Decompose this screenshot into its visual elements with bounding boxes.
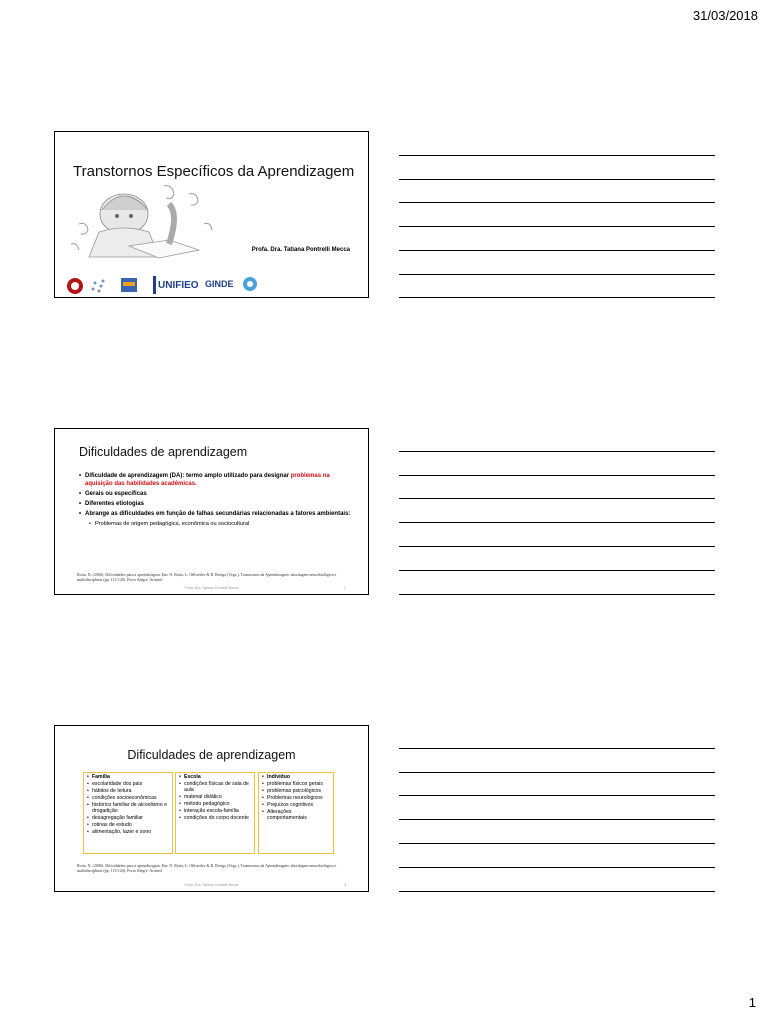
child-reading-illustration xyxy=(69,184,219,264)
note-line xyxy=(399,475,715,476)
note-line xyxy=(399,570,715,571)
column-escola xyxy=(175,772,255,854)
slide-2-footer: Profa. Dra. Tatiana Pontrelli Mecca xyxy=(184,586,239,590)
list-item: • problemas psicológicos xyxy=(262,789,330,795)
note-line xyxy=(399,155,715,156)
list-item: • condições físicas de sala de aula xyxy=(179,782,251,793)
list-item: • Alterações comportamentais xyxy=(262,810,330,821)
list-item: • rotinas de estudo xyxy=(87,823,169,829)
note-line xyxy=(399,451,715,452)
note-line xyxy=(399,250,715,251)
slide-1-title: Transtornos Específicos da Aprendizagem xyxy=(73,163,355,180)
note-line xyxy=(399,498,715,499)
note-line xyxy=(399,748,715,749)
note-line xyxy=(399,202,715,203)
column-heading: • Família xyxy=(87,775,169,781)
slide-3-title: Dificuldades de aprendizagem xyxy=(127,748,296,762)
column-familia xyxy=(83,772,173,854)
slide-3-footer: Profa. Dra. Tatiana Pontrelli Mecca xyxy=(184,883,239,887)
list-item: • Problemas neurológicos xyxy=(262,796,330,802)
slide-3 xyxy=(54,725,369,892)
list-item: • histórico familiar de alcoolismo e drogadição xyxy=(87,803,169,814)
slide-1 xyxy=(54,131,369,298)
note-line xyxy=(399,867,715,868)
unifieo-logo: UNIFIEO xyxy=(158,280,199,291)
bullet-item: • Gerais ou específicas xyxy=(79,491,354,499)
page-date: 31/03/2018 xyxy=(692,8,758,23)
list-item: • hábitos de leitura xyxy=(87,789,169,795)
note-line xyxy=(399,594,715,595)
list-item: • Prejuízos cognitivos xyxy=(262,803,330,809)
note-line xyxy=(399,274,715,275)
slide-3-reference: Rotta, N. (2006). Dificuldades para a aprendizagem. Em: N. Rotta, L. Ohlweiler & R. Riesgo (Orgs.), Transtornos da Aprendizagem: abordagem neurobiológica e multidisciplinar (pp. 113-126). Porto Alegre: Artmed. xyxy=(77,863,337,873)
list-item: • método pedagógico xyxy=(179,802,251,808)
slide-3-number: 3 xyxy=(344,883,346,887)
page-number: 1 xyxy=(748,995,756,1010)
note-line xyxy=(399,819,715,820)
list-item: • interação escola-família xyxy=(179,809,251,815)
bullet-item: • Dificuldade de aprendizagem (DA): termo amplo utilizado para designar problemas na aquisição das habilidades acadêmicas. xyxy=(79,473,354,488)
highlighted-text: problemas na aquisição das habilidades acadêmicas. xyxy=(85,473,330,487)
column-individuo xyxy=(258,772,334,854)
list-item: • condições do corpo docente xyxy=(179,816,251,822)
bullet-item: • Diferentes etiologias xyxy=(79,501,354,509)
column-heading: • Indivíduo xyxy=(262,775,330,781)
note-line xyxy=(399,546,715,547)
list-item: • condições socioeconômicas xyxy=(87,796,169,802)
list-item: • alimentação, lazer e sono xyxy=(87,830,169,836)
slide-2-bullet-list xyxy=(79,473,354,531)
slide-2-number: 2 xyxy=(344,586,346,590)
note-line xyxy=(399,179,715,180)
sub-bullet-item: • Problemas de origem pedagógica, econômica ou sociocultural xyxy=(79,521,354,529)
note-line xyxy=(399,297,715,298)
ginde-logo: GINDE xyxy=(205,279,234,289)
note-line xyxy=(399,522,715,523)
bullet-item: • Abrange as dificuldades em função de falhas secundárias relacionadas a fatores ambientais: xyxy=(79,511,354,519)
list-item: • problemas físicos gerais xyxy=(262,782,330,788)
list-item: • desagregação familiar xyxy=(87,816,169,822)
slide-2 xyxy=(54,428,369,595)
institution-logos xyxy=(65,274,265,296)
slide-2-title: Dificuldades de aprendizagem xyxy=(79,445,248,459)
slide-2-reference: Rotta, N. (2006). Dificuldades para a aprendizagem. Em: N. Rotta, L. Ohlweiler & R. Riesgo (Orgs.), Transtornos da Aprendizagem: abordagem neurobiológica e multidisciplinar (pp. 113-126). Porto Alegre: Artmed. xyxy=(77,572,337,582)
note-line xyxy=(399,891,715,892)
note-line xyxy=(399,226,715,227)
note-line xyxy=(399,772,715,773)
list-item: • material didático xyxy=(179,795,251,801)
list-item: • escolaridade dos pais xyxy=(87,782,169,788)
column-heading: • Escola xyxy=(179,775,251,781)
slide-1-author: Profa. Dra. Tatiana Pontrelli Mecca xyxy=(251,247,350,253)
note-line xyxy=(399,843,715,844)
note-line xyxy=(399,795,715,796)
